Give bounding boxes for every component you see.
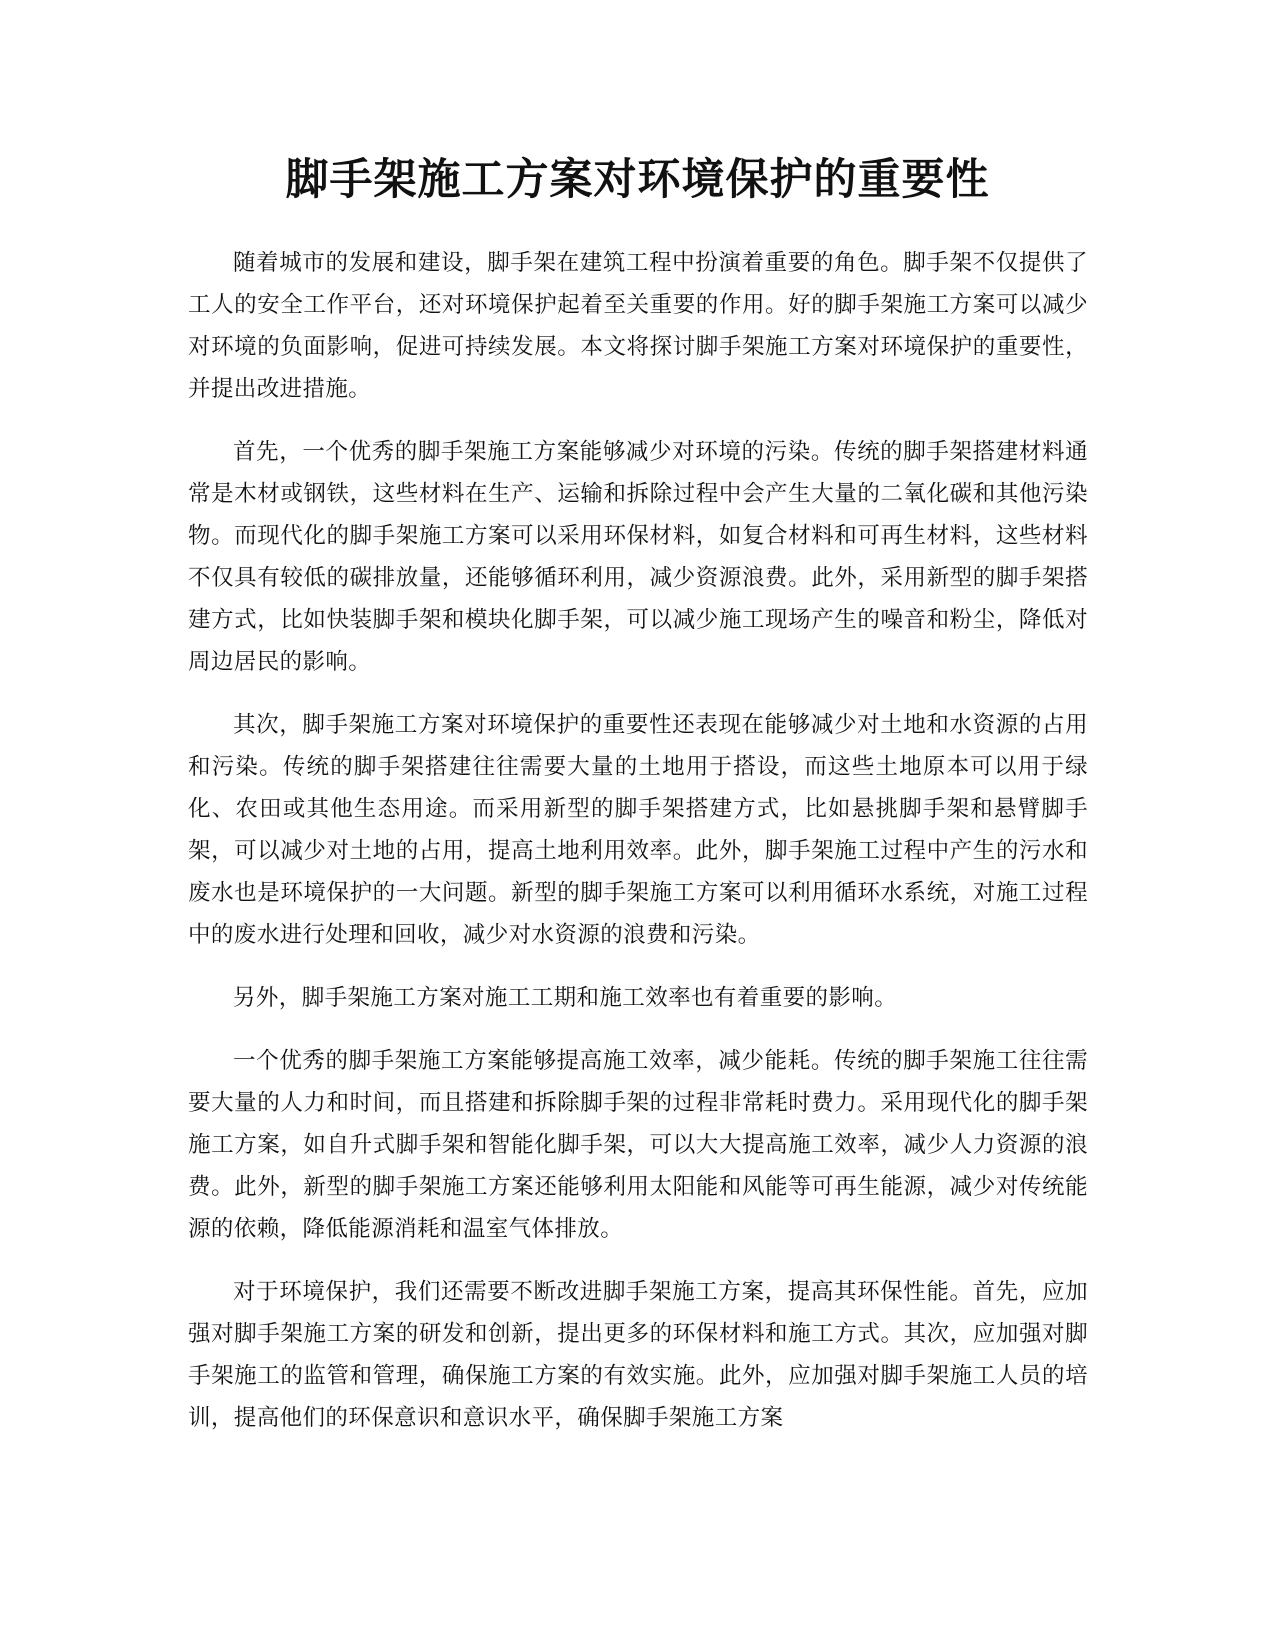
paragraph-2: 首先，一个优秀的脚手架施工方案能够减少对环境的污染。传统的脚手架搭建材料通常是木材或钢铁，这些材料在生产、运输和拆除过程中会产生大量的二氧化碳和其他污染物。而现代化的脚手架施工方案可以采用环保材料，如复合材料和可再生材料，这些材料不仅具有较低的碳排放量，还能够循环利用，减少资源浪费。此外，采用新型的脚手架搭建方式，比如快装脚手架和模块化脚手架，可以减少施工现场产生的噪音和粉尘，降低对周边居民的影响。 xyxy=(188,439,1088,675)
paragraph-3: 其次，脚手架施工方案对环境保护的重要性还表现在能够减少对土地和水资源的占用和污染。传统的脚手架搭建往往需要大量的土地用于搭设，而这些土地原本可以用于绿化、农田或其他生态用途。而采用新型的脚手架搭建方式，比如悬挑脚手架和悬臂脚手架，可以减少对土地的占用，提高土地利用效率。此外，脚手架施工过程中产生的污水和废水也是环境保护的一大问题。新型的脚手架施工方案可以利用循环水系统，对施工过程中的废水进行处理和回收，减少对水资源的浪费和污染。 xyxy=(188,712,1088,948)
paragraph-5: 一个优秀的脚手架施工方案能够提高施工效率，减少能耗。传统的脚手架施工往往需要大量的人力和时间，而且搭建和拆除脚手架的过程非常耗时费力。采用现代化的脚手架施工方案，如自升式脚手架和智能化脚手架，可以大大提高施工效率，减少人力资源的浪费。此外，新型的脚手架施工方案还能够利用太阳能和风能等可再生能源，减少对传统能源的依赖，降低能源消耗和温室气体排放。 xyxy=(188,1048,1088,1242)
paragraph-4: 另外，脚手架施工方案对施工工期和施工效率也有着重要的影响。 xyxy=(233,985,898,1011)
document-title: 脚手架施工方案对环境保护的重要性 xyxy=(285,155,990,205)
paragraph-6: 对于环境保护，我们还需要不断改进脚手架施工方案，提高其环保性能。首先，应加强对脚手架施工方案的研发和创新，提出更多的环保材料和施工方式。其次，应加强对脚手架施工的监管和管理，确保施工方案的有效实施。此外，应加强对脚手架施工人员的培训，提高他们的环保意识和意识水平，确保脚手架施工方案 xyxy=(188,1279,1088,1431)
paragraph-1: 随着城市的发展和建设，脚手架在建筑工程中扮演着重要的角色。脚手架不仅提供了工人的安全工作平台，还对环境保护起着至关重要的作用。好的脚手架施工方案可以减少对环境的负面影响，促进可持续发展。本文将探讨脚手架施工方案对环境保护的重要性，并提出改进措施。 xyxy=(188,250,1088,402)
document-body xyxy=(188,242,1088,1460)
